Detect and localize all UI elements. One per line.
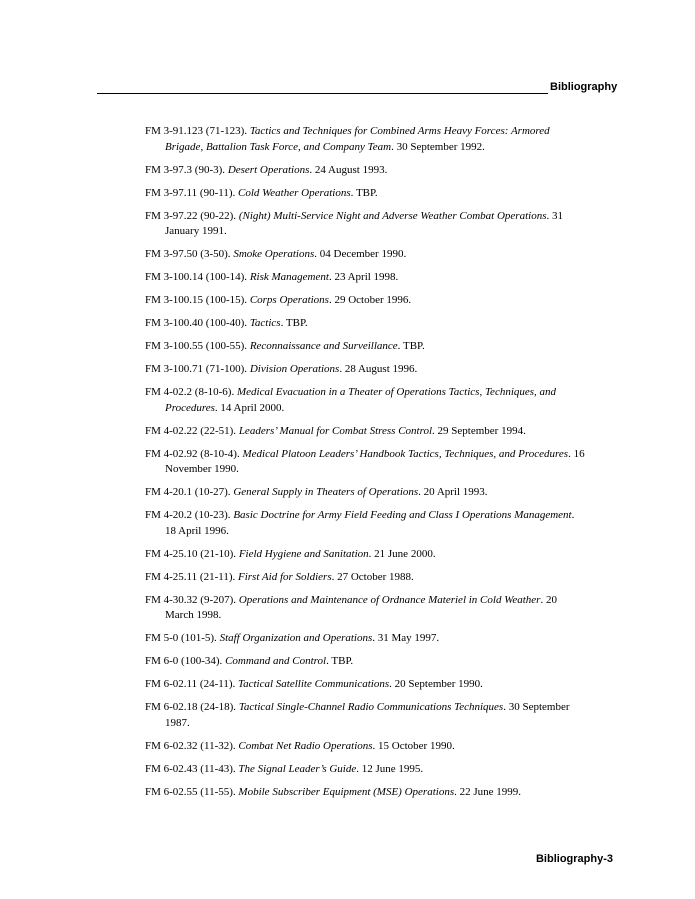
- entry-title: Command and Control: [225, 655, 327, 667]
- entry-title: Mobile Subscriber Equipment (MSE) Operations: [238, 785, 455, 798]
- entry-date: 20 April 1993.: [423, 486, 488, 498]
- entry-title: Operations and Maintenance of Ordnance Materiel in Cold Weather: [238, 593, 541, 606]
- entry-date: TBP.: [355, 186, 378, 199]
- entry-publication-id: FM 3-100.14 (100-14).: [145, 271, 248, 283]
- entry-date: 21 June 2000.: [374, 547, 436, 560]
- entry-date: 27 October 1988.: [337, 570, 414, 583]
- entry-publication-id: FM 3-100.71 (71-100).: [145, 363, 248, 375]
- bibliography-entry: FM 3-97.22 (90-22). (Night) Multi-Service Night and Adverse Weather Combat Operations. 31 January 1991.: [145, 209, 563, 237]
- entry-title: Field Hygiene and Sanitation: [238, 547, 369, 560]
- entry-title: Tactical Single-Channel Radio Communications Techniques: [238, 701, 504, 713]
- entry-date: 04 December 1990.: [319, 248, 407, 260]
- entry-date: TBP.: [402, 340, 425, 352]
- entry-date: 22 June 1999.: [459, 785, 522, 798]
- bibliography-entry: FM 4-20.1 (10-27). General Supply in Theaters of Operations. 20 April 1993.: [145, 486, 488, 498]
- bibliography-entry: FM 3-100.55 (100-55). Reconnaissance and Surveillance. TBP.: [145, 340, 425, 352]
- entry-title: Combat Net Radio Operations: [238, 739, 373, 752]
- entry-title: Tactical Satellite Communications: [237, 678, 390, 690]
- entry-publication-id: FM 3-97.22 (90-22).: [145, 209, 237, 222]
- bibliography-entry: FM 3-100.40 (100-40). Tactics. TBP.: [145, 317, 308, 329]
- entry-title: Division Operations: [249, 363, 340, 375]
- entry-date: 31 January 1991.: [165, 209, 563, 237]
- entry-title: Leaders’ Manual for Combat Stress Control: [238, 424, 433, 437]
- entry-title: General Supply in Theaters of Operations: [233, 486, 419, 498]
- entry-title: Desert Operations: [227, 163, 310, 176]
- entry-publication-id: FM 5-0 (101-5).: [145, 632, 217, 644]
- entry-publication-id: FM 3-100.15 (100-15).: [145, 294, 248, 306]
- entry-title: First Aid for Soldiers: [237, 570, 332, 583]
- entry-date: 14 April 2000.: [220, 401, 285, 414]
- bibliography-entry: FM 4-02.92 (8-10-4). Medical Platoon Leaders’ Handbook Tactics, Techniques, and Procedures. 16 November 1990.: [145, 447, 585, 475]
- entry-date: 20 September 1990.: [394, 678, 483, 690]
- entry-title: Basic Doctrine for Army Field Feeding and Class I Operations Management: [233, 509, 572, 521]
- entry-title: Smoke Operations: [233, 248, 315, 260]
- entry-date: 30 September 1987.: [165, 701, 570, 729]
- bibliography-entry: FM 4-20.2 (10-23). Basic Doctrine for Army Field Feeding and Class I Operations Management. 18 April 1996.: [145, 509, 575, 537]
- entry-title: Tactics and Techniques for Combined Arms Heavy Forces: Armored Brigade, Battalion Task Force, and Company Team: [165, 125, 550, 153]
- entry-publication-id: FM 4-20.1 (10-27).: [145, 486, 231, 498]
- entry-publication-id: FM 6-02.32 (11-32).: [145, 739, 236, 752]
- bibliography-entry: FM 4-30.32 (9-207). Operations and Maintenance of Ordnance Materiel in Cold Weather. 20 March 1998.: [145, 593, 557, 621]
- entry-publication-id: FM 4-25.11 (21-11).: [145, 570, 236, 583]
- entry-date: 29 October 1996.: [334, 294, 412, 306]
- bibliography-entry: FM 6-02.11 (24-11). Tactical Satellite Communications. 20 September 1990.: [145, 678, 483, 690]
- entry-publication-id: FM 4-02.2 (8-10-6).: [145, 386, 235, 398]
- entry-publication-id: FM 4-02.22 (22-51).: [145, 424, 237, 437]
- bibliography-entry: FM 3-100.14 (100-14). Risk Management. 23 April 1998.: [145, 271, 399, 283]
- bibliography-entry: FM 3-97.50 (3-50). Smoke Operations. 04 December 1990.: [145, 248, 407, 260]
- entry-title: Corps Operations: [249, 294, 329, 306]
- bibliography-entry: FM 4-25.10 (21-10). Field Hygiene and Sanitation. 21 June 2000.: [145, 547, 436, 560]
- entry-publication-id: FM 6-02.43 (11-43).: [145, 762, 236, 775]
- entry-publication-id: FM 4-20.2 (10-23).: [145, 509, 231, 521]
- entry-publication-id: FM 6-0 (100-34).: [145, 655, 223, 667]
- entry-publication-id: FM 4-02.92 (8-10-4).: [145, 447, 240, 460]
- entry-publication-id: FM 3-91.123 (71-123).: [145, 125, 248, 137]
- bibliography-entry: FM 3-100.71 (71-100). Division Operations. 28 August 1996.: [145, 363, 418, 375]
- entry-title: Staff Organization and Operations: [219, 632, 373, 644]
- entry-publication-id: FM 4-30.32 (9-207).: [145, 593, 237, 606]
- bibliography-entry: FM 6-02.18 (24-18). Tactical Single-Channel Radio Communications Techniques. 30 September 1987.: [145, 701, 570, 729]
- bibliography-entry: FM 6-02.32 (11-32). Combat Net Radio Operations. 15 October 1990.: [145, 739, 455, 752]
- entry-date: 30 September 1992.: [396, 140, 485, 153]
- entry-publication-id: FM 3-97.50 (3-50).: [145, 248, 231, 260]
- bibliography-entry: FM 3-97.11 (90-11). Cold Weather Operations. TBP.: [145, 186, 378, 199]
- bibliography-entry: FM 6-0 (100-34). Command and Control. TBP.: [145, 655, 354, 667]
- entry-publication-id: FM 3-97.11 (90-11).: [145, 186, 236, 199]
- bibliography-entry: FM 3-91.123 (71-123). Tactics and Techniques for Combined Arms Heavy Forces: Armored Brigade, Battalion Task Force, and Company Team. 30 September 1992.: [145, 125, 550, 153]
- entry-date: 23 April 1998.: [334, 271, 399, 283]
- entry-publication-id: FM 6-02.11 (24-11).: [145, 678, 236, 690]
- entry-title: Medical Evacuation in a Theater of Operations Tactics, Techniques, and Procedures: [165, 386, 557, 414]
- entry-publication-id: FM 3-97.3 (90-3).: [145, 163, 226, 176]
- bibliography-entry: FM 4-02.22 (22-51). Leaders’ Manual for Combat Stress Control. 29 September 1994.: [145, 424, 526, 437]
- bibliography-entry: FM 5-0 (101-5). Staff Organization and Operations. 31 May 1997.: [145, 632, 440, 644]
- entry-publication-id: FM 6-02.55 (11-55).: [145, 785, 236, 798]
- entry-date: 28 August 1996.: [344, 363, 418, 375]
- entry-title: Tactics: [249, 317, 281, 329]
- bibliography-entry: FM 6-02.55 (11-55). Mobile Subscriber Equipment (MSE) Operations. 22 June 1999.: [145, 785, 522, 798]
- bibliography-entry: FM 4-02.2 (8-10-6). Medical Evacuation in a Theater of Operations Tactics, Techniques, and Procedures. 14 April 2000.: [145, 386, 557, 414]
- bibliography-entry: FM 3-97.3 (90-3). Desert Operations. 24 August 1993.: [145, 163, 388, 176]
- bibliography-entry: FM 4-25.11 (21-11). First Aid for Soldiers. 27 October 1988.: [145, 570, 414, 583]
- entry-date: 24 August 1993.: [314, 163, 388, 176]
- entry-title: The Signal Leader’s Guide: [238, 762, 357, 775]
- entry-publication-id: FM 3-100.55 (100-55).: [145, 340, 248, 352]
- running-header-title: Bibliography: [550, 81, 618, 93]
- entry-date: 29 September 1994.: [437, 424, 526, 437]
- bibliography-list: [145, 124, 585, 808]
- entry-date: 12 June 1995.: [361, 762, 424, 775]
- bibliography-entry: FM 6-02.43 (11-43). The Signal Leader’s Guide. 12 June 1995.: [145, 762, 424, 775]
- entry-date: 20 March 1998.: [165, 593, 557, 621]
- page-number: Bibliography-3: [535, 853, 613, 865]
- entry-publication-id: FM 4-25.10 (21-10).: [145, 547, 237, 560]
- entry-title: Cold Weather Operations: [237, 186, 351, 199]
- entry-date: 15 October 1990.: [378, 739, 455, 752]
- entry-date: 31 May 1997.: [377, 632, 440, 644]
- header-rule: [97, 93, 548, 94]
- entry-title: (Night) Multi-Service Night and Adverse Weather Combat Operations: [238, 209, 547, 222]
- entry-title: Risk Management: [249, 271, 329, 283]
- entry-date: TBP.: [285, 317, 308, 329]
- bibliography-entry: FM 3-100.15 (100-15). Corps Operations. 29 October 1996.: [145, 294, 412, 306]
- entry-publication-id: FM 3-100.40 (100-40).: [145, 317, 248, 329]
- entry-date: 16 November 1990.: [165, 447, 585, 475]
- entry-publication-id: FM 6-02.18 (24-18).: [145, 701, 237, 713]
- entry-date: TBP.: [331, 655, 354, 667]
- entry-title: Medical Platoon Leaders’ Handbook Tactics, Techniques, and Procedures: [242, 447, 569, 460]
- entry-date: 18 April 1996.: [165, 524, 229, 537]
- entry-title: Reconnaissance and Surveillance: [249, 340, 398, 352]
